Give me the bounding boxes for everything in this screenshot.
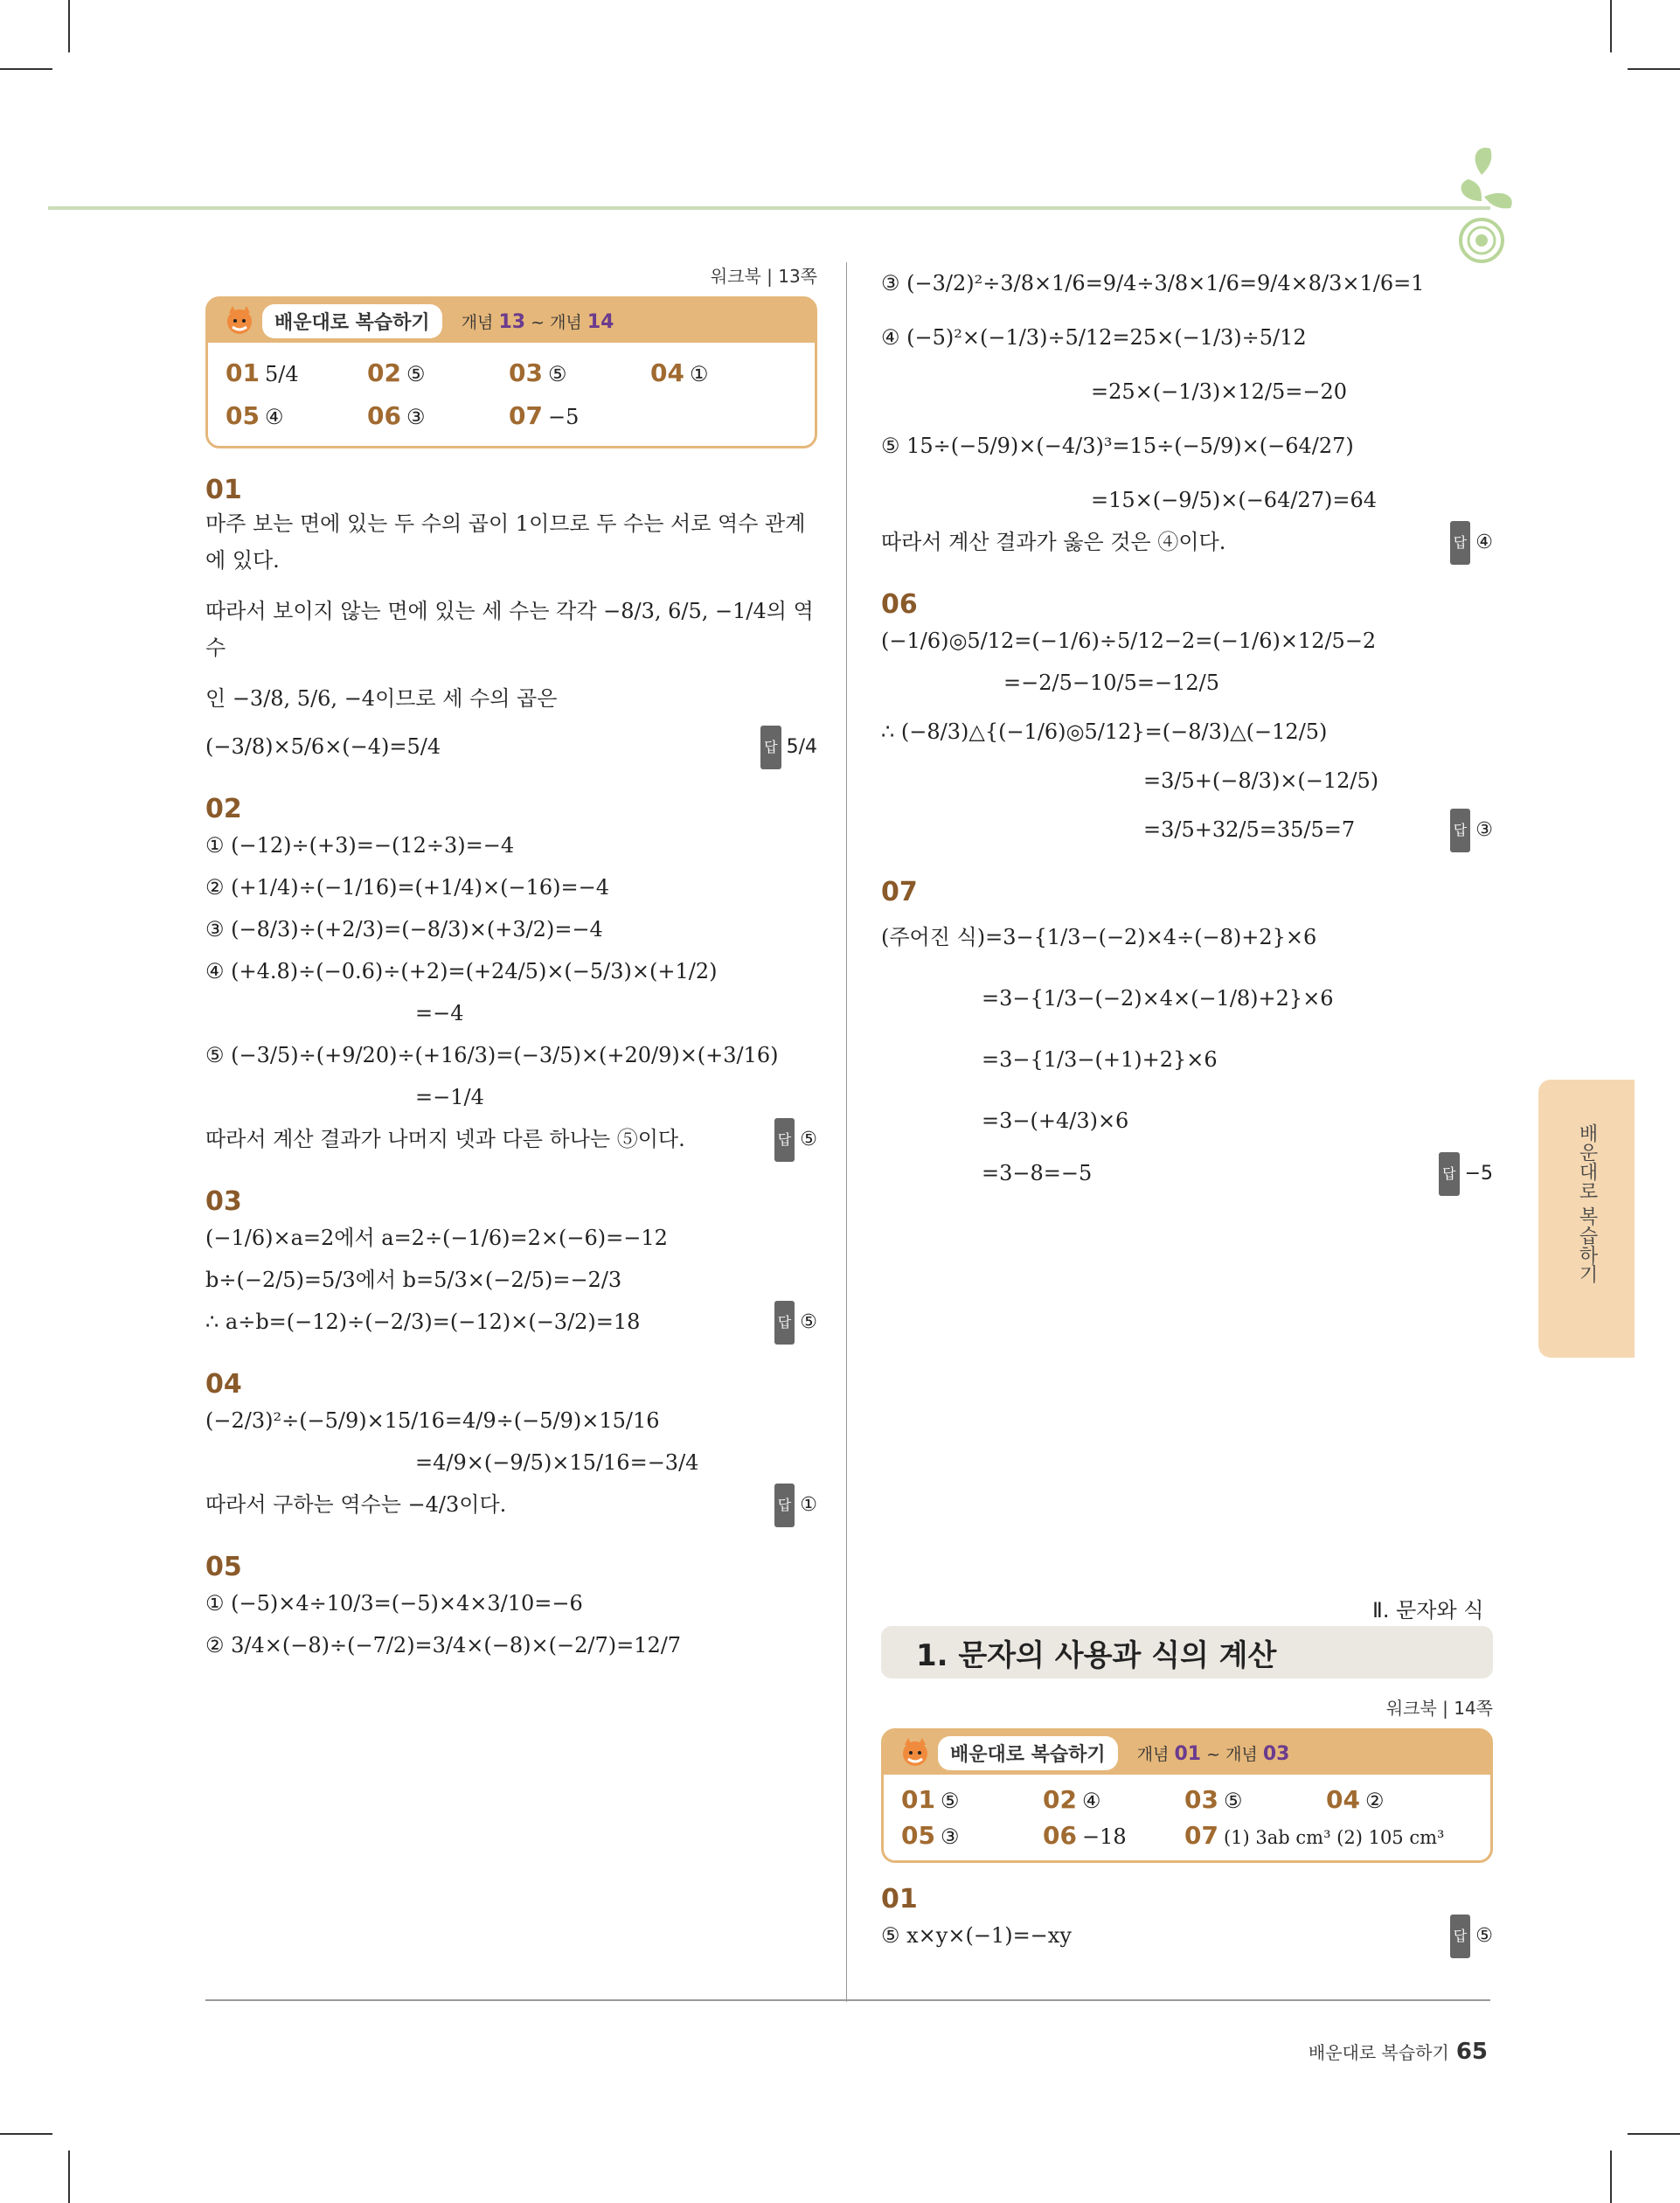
- math-line: =25×(−1/3)×12/5=−20: [1091, 379, 1347, 404]
- answer-item: 02 ⑤: [367, 358, 426, 387]
- right-column: [881, 262, 1493, 1196]
- answer-item: 02 ④: [1043, 1785, 1101, 1814]
- math-line: ④ (+4.8)÷(−0.6)÷(+2)=(+24/5)×(−5/3)×(+1/2): [205, 959, 718, 983]
- answer-item: 05 ④: [226, 401, 284, 430]
- leaf-ornament-icon: [1442, 140, 1521, 271]
- part-label: Ⅱ. 문자와 식: [1372, 1598, 1484, 1623]
- math-line: 따라서 구하는 역수는 −4/3이다. 답 ①: [205, 1484, 817, 1525]
- footer-rule: [205, 1999, 1490, 2001]
- workbook-reference: 워크북 | 14쪽: [1385, 1698, 1493, 1719]
- answer-mark: 답 5/4: [760, 726, 817, 769]
- math-line: =−4: [415, 1001, 464, 1025]
- review-answer-box: [205, 296, 817, 448]
- question-number: 03: [205, 1186, 242, 1217]
- answer-mark: 답 ⑤: [774, 1301, 817, 1345]
- answer-item: 07 −5: [509, 401, 580, 430]
- math-line: 따라서 계산 결과가 나머지 넷과 다른 하나는 ⑤이다. 답 ⑤: [205, 1118, 817, 1160]
- crop-mark: [1610, 2151, 1612, 2203]
- fox-mascot-icon: [896, 1736, 936, 1769]
- math-line: =3−8=−5 답 −5: [881, 1152, 1493, 1194]
- review-badge: 배운대로 복습하기: [938, 1736, 1118, 1770]
- answer-item: 01 5/4: [226, 358, 299, 387]
- chapter-title: 1. 문자의 사용과 식의 계산: [881, 1626, 1493, 1678]
- page-number: 65: [1455, 2039, 1488, 2065]
- question-number: 02: [205, 794, 242, 824]
- math-line: =3−{1/3−(−2)×4×(−1/8)+2}×6: [982, 986, 1334, 1011]
- answer-mark: 답 ①: [774, 1484, 817, 1527]
- crop-mark: [0, 2133, 52, 2135]
- answer-item: 07 (1) 3ab cm³ (2) 105 cm³: [1184, 1821, 1445, 1850]
- crop-mark: [68, 2151, 70, 2203]
- math-line: ∴ a÷b=(−12)÷(−2/3)=(−12)×(−3/2)=18 답 ⑤: [205, 1301, 817, 1343]
- review-header: [208, 299, 815, 343]
- left-column: [205, 262, 817, 1666]
- crop-mark: [1628, 2133, 1680, 2135]
- math-line: ④ (−5)²×(−1/3)÷5/12=25×(−1/3)÷5/12: [881, 325, 1307, 350]
- answer-item: 01 ⑤: [901, 1785, 960, 1814]
- math-line: (−2/3)²÷(−5/9)×15/16=4/9÷(−5/9)×15/16: [205, 1408, 660, 1433]
- math-line: =3/5+(−8/3)×(−12/5): [1143, 768, 1379, 793]
- crop-mark: [0, 68, 52, 70]
- header-rule: [48, 206, 1490, 210]
- math-line: (−3/8)×5/6×(−4)=5/4 답 5/4: [205, 726, 817, 768]
- solution-text: 따라서 보이지 않는 면에 있는 세 수는 각각 −8/3, 6/5, −1/4의 역수: [205, 599, 814, 660]
- math-line: ③ (−3/2)²÷3/8×1/6=9/4÷3/8×1/6=9/4×8/3×1/6=1: [881, 271, 1425, 295]
- math-line: ② 3/4×(−8)÷(−7/2)=3/4×(−8)×(−2/7)=12/7: [205, 1633, 682, 1657]
- right-review-section: [881, 1694, 1493, 1958]
- question-number: 07: [881, 877, 918, 907]
- answer-item: 03 ⑤: [509, 358, 567, 387]
- math-line: ⑤ x×y×(−1)=−xy 답 ⑤: [881, 1915, 1493, 1956]
- math-line: ⑤ (−3/5)÷(+9/20)÷(+16/3)=(−3/5)×(+20/9)×(+3/16): [205, 1043, 779, 1067]
- math-line: ① (−5)×4÷10/3=(−5)×4×3/10=−6: [205, 1591, 583, 1616]
- answer-mark: 답 −5: [1439, 1152, 1493, 1196]
- answer-mark: 답 ④: [1450, 521, 1493, 565]
- answer-grid: [208, 343, 815, 446]
- section-side-tab: 배운대로 복습하기: [1538, 1080, 1635, 1358]
- answer-mark: 답 ⑤: [1450, 1915, 1493, 1958]
- math-line: b÷(−2/5)=5/3에서 b=5/3×(−2/5)=−2/3: [205, 1268, 622, 1292]
- math-line: ② (+1/4)÷(−1/16)=(+1/4)×(−16)=−4: [205, 875, 609, 900]
- question-number: 04: [205, 1369, 242, 1400]
- math-line: (주어진 식)=3−{1/3−(−2)×4÷(−8)+2}×6: [881, 925, 1317, 949]
- math-line: =3−(+4/3)×6: [982, 1108, 1129, 1133]
- answer-mark: 답 ③: [1450, 809, 1493, 852]
- answer-item: 06 −18: [1043, 1821, 1127, 1850]
- answer-item: 04 ①: [650, 358, 709, 387]
- crop-mark: [1628, 68, 1680, 70]
- math-line: ∴ (−8/3)△{(−1/6)◎5/12}=(−8/3)△(−12/5): [881, 719, 1328, 744]
- math-line: (−1/6)×a=2에서 a=2÷(−1/6)=2×(−6)=−12: [205, 1226, 668, 1250]
- answer-grid: [884, 1775, 1490, 1860]
- math-line: =3/5+32/5=35/5=7 답 ③: [881, 809, 1493, 851]
- math-line: ① (−12)÷(+3)=−(12÷3)=−4: [205, 833, 515, 858]
- page-footer: 배운대로 복습하기 65: [1308, 2039, 1488, 2065]
- answer-item: 04 ②: [1326, 1785, 1385, 1814]
- math-line: 따라서 계산 결과가 옳은 것은 ④이다. 답 ④: [881, 521, 1493, 563]
- crop-mark: [68, 0, 70, 52]
- concept-range: 개념 13 ~ 개념 14: [461, 310, 614, 333]
- question-number: 01: [205, 475, 242, 505]
- answer-item: 05 ③: [901, 1821, 960, 1850]
- review-answer-box: [881, 1728, 1493, 1863]
- question-number: 06: [881, 589, 918, 620]
- math-line: =−1/4: [415, 1085, 484, 1109]
- math-line: ③ (−8/3)÷(+2/3)=(−8/3)×(+3/2)=−4: [205, 917, 603, 942]
- math-line: (−1/6)◎5/12=(−1/6)÷5/12−2=(−1/6)×12/5−2: [881, 629, 1377, 653]
- question-number: 01: [881, 1884, 918, 1915]
- crop-mark: [1610, 0, 1612, 52]
- column-divider: [846, 262, 847, 2002]
- math-line: =3−{1/3−(+1)+2}×6: [982, 1047, 1218, 1072]
- fox-mascot-icon: [220, 304, 260, 337]
- workbook-reference: 워크북 | 13쪽: [710, 266, 817, 287]
- solution-text: 마주 보는 면에 있는 두 수의 곱이 1이므로 두 수는 서로 역수 관계에 있다.: [205, 511, 806, 573]
- question-number: 05: [205, 1552, 242, 1582]
- math-line: =4/9×(−9/5)×15/16=−3/4: [415, 1450, 699, 1475]
- math-line: =15×(−9/5)×(−64/27)=64: [1091, 488, 1377, 512]
- review-header: [884, 1731, 1490, 1775]
- answer-mark: 답 ⑤: [774, 1118, 817, 1162]
- math-line: =−2/5−10/5=−12/5: [1003, 671, 1219, 695]
- concept-range: 개념 01 ~ 개념 03: [1136, 1742, 1290, 1765]
- answer-item: 06 ③: [367, 401, 426, 430]
- math-line: ⑤ 15÷(−5/9)×(−4/3)³=15÷(−5/9)×(−64/27): [881, 434, 1354, 458]
- solution-text: 인 −3/8, 5/6, −4이므로 세 수의 곱은: [205, 686, 558, 711]
- answer-item: 03 ⑤: [1184, 1785, 1243, 1814]
- review-badge: 배운대로 복습하기: [262, 304, 442, 338]
